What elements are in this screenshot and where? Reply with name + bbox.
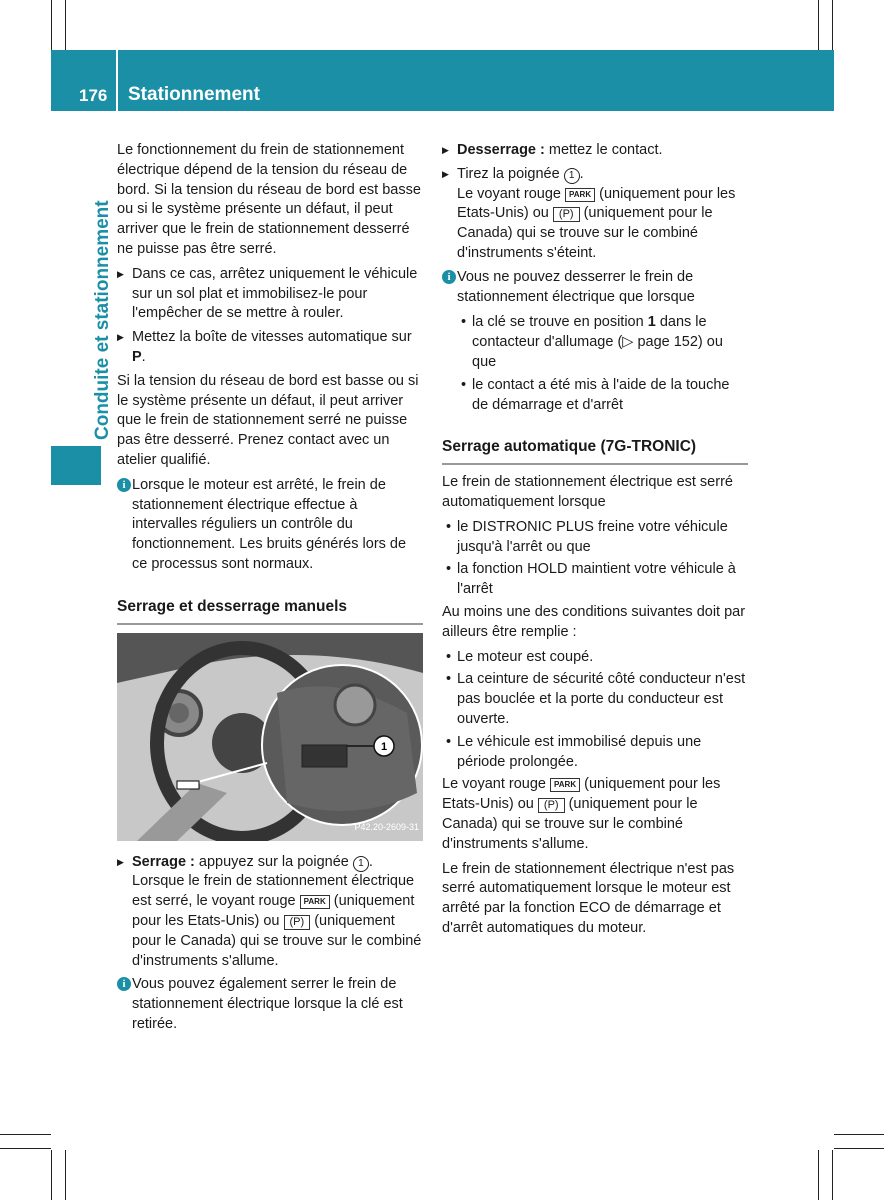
right-column bbox=[442, 141, 748, 944]
step-text-end: . bbox=[368, 853, 373, 870]
item-text: Le véhicule est immobilisé depuis une période prolongée. bbox=[457, 733, 702, 770]
info-icon: i bbox=[117, 977, 131, 991]
gear-position: P bbox=[132, 348, 142, 365]
step-detail: (uniquement pour le Canada) qui se trouve sur le combiné d'instruments s'éteint. bbox=[457, 205, 713, 261]
step-label: Serrage : bbox=[132, 853, 195, 870]
info-note bbox=[442, 268, 748, 308]
condition-list bbox=[442, 313, 748, 415]
item-text: la clé se trouve en position bbox=[472, 314, 648, 331]
crop-mark bbox=[818, 1150, 819, 1200]
parking-brake-indicator-icon: (P) bbox=[284, 915, 311, 930]
list-item bbox=[457, 313, 748, 372]
step-detail: (uniquement pour les Etats-Unis) ou bbox=[132, 893, 415, 929]
step-detail: Le voyant rouge bbox=[457, 185, 566, 202]
list-item bbox=[442, 560, 748, 600]
step-text: Mettez la boîte de vitesses automatique sur bbox=[132, 329, 412, 346]
instruction-step bbox=[442, 141, 748, 161]
steering-wheel-photo bbox=[117, 633, 423, 841]
crop-mark bbox=[834, 1134, 884, 1135]
section-heading: Serrage automatique (7G-TRONIC) bbox=[442, 437, 748, 465]
callout-1-icon: 1 bbox=[353, 856, 369, 872]
item-text: le DISTRONIC PLUS freine votre véhicule jusqu'à l'arrêt ou que bbox=[457, 518, 728, 555]
step-text: Dans ce cas, arrêtez uniquement le véhicule sur un sol plat et immobilisez-le pour l'empêcher de se mettre à rouler. bbox=[132, 265, 418, 322]
list-item bbox=[442, 518, 748, 558]
step-text: mettez le contact. bbox=[544, 142, 663, 158]
info-icon: i bbox=[442, 270, 456, 284]
step-text: appuyez sur la poignée bbox=[194, 853, 353, 870]
step-detail: (uniquement pour les Etats-Unis) ou bbox=[457, 185, 736, 222]
paragraph: Au moins une des conditions suivantes doit par ailleurs être remplie : bbox=[442, 603, 746, 640]
crop-mark bbox=[51, 0, 52, 50]
crop-mark bbox=[832, 0, 833, 50]
crop-mark bbox=[51, 1150, 52, 1200]
item-text: Le moteur est coupé. bbox=[457, 648, 594, 665]
lamp-text: (uniquement pour le Canada) qui se trouve sur le combiné d'instruments s'allume. bbox=[442, 796, 698, 852]
info-icon: i bbox=[117, 478, 131, 492]
step-text-end: . bbox=[141, 348, 146, 365]
info-text: Vous ne pouvez desserrer le frein de stationnement électrique que lorsque bbox=[457, 268, 695, 305]
instruction-step bbox=[117, 853, 423, 972]
item-text: le contact a été mis à l'aide de la touche de démarrage et d'arrêt bbox=[472, 376, 730, 413]
paragraph bbox=[442, 775, 748, 854]
crop-mark bbox=[0, 1148, 51, 1149]
park-indicator-icon: PARK bbox=[550, 778, 580, 792]
list-item bbox=[457, 376, 748, 416]
list-item bbox=[442, 733, 748, 773]
crop-mark bbox=[0, 1134, 51, 1135]
park-indicator-icon: PARK bbox=[565, 188, 595, 202]
info-text: Lorsque le moteur est arrêté, le frein de stationnement électrique effectue à intervalles réguliers un contrôle du fonctionnement. Les bruits générés lors de ce processus sont normaux. bbox=[132, 476, 407, 572]
instruction-step bbox=[442, 165, 748, 264]
chapter-title: Conduite et stationnement bbox=[92, 200, 113, 440]
instruction-step bbox=[117, 328, 423, 368]
crop-mark bbox=[65, 1150, 66, 1200]
item-text: La ceinture de sécurité côté conducteur n'est pas bouclée et la porte du conducteur est ouverte. bbox=[457, 671, 746, 727]
header-separator bbox=[116, 50, 118, 111]
step-label: Desserrage : bbox=[457, 142, 545, 158]
info-text: Vous pouvez également serrer le frein de stationnement électrique lorsque la clé est retirée. bbox=[132, 976, 403, 1032]
list-item bbox=[442, 648, 748, 668]
item-text: la fonction HOLD maintient votre véhicule à l'arrêt bbox=[457, 561, 736, 598]
left-column bbox=[117, 141, 423, 1041]
dashboard-illustration bbox=[117, 633, 423, 841]
park-indicator-icon: PARK bbox=[300, 895, 330, 909]
paragraph: Le frein de stationnement électrique est serré automatiquement lorsque bbox=[442, 474, 733, 510]
step-detail: Lorsque le frein de stationnement électrique est serré, le voyant rouge bbox=[132, 873, 415, 910]
lamp-text: (uniquement pour les Etats-Unis) ou bbox=[442, 776, 721, 813]
lamp-text: Le voyant rouge bbox=[442, 776, 551, 793]
parking-brake-indicator-icon: (P) bbox=[553, 207, 580, 222]
paragraph: Le frein de stationnement électrique n'est pas serré automatiquement lorsque le moteur est arrêté par la fonction ECO de démarrage et d'arrêt automatiques du moteur. bbox=[442, 860, 735, 936]
section-heading: Serrage et desserrage manuels bbox=[117, 597, 423, 625]
page-title: Stationnement bbox=[128, 84, 260, 105]
step-detail: (uniquement pour le Canada) qui se trouve sur le combiné d'instruments s'allume. bbox=[132, 912, 422, 969]
callout-1: 1 bbox=[380, 740, 388, 753]
parking-brake-indicator-icon: (P) bbox=[538, 798, 565, 813]
intro-paragraph: Le fonctionnement du frein de stationnement électrique dépend de la tension du réseau de bord. Si la tension du réseau de bord est basse ou si le système présente un défaut, il peut arriver que le frein de stationnement desserré ne puisse pas être serré. bbox=[117, 142, 421, 257]
paragraph: Si la tension du réseau de bord est basse ou si le système présente un défaut, il peut arriver que le frein de stationnement serré ne puisse pas être desserré. Prenez contact avec un atelier qualifié. bbox=[117, 372, 419, 468]
callout-1-icon: 1 bbox=[564, 168, 580, 184]
instruction-step bbox=[117, 265, 423, 324]
list-item bbox=[442, 670, 748, 729]
crop-mark bbox=[65, 0, 66, 50]
step-text-end: . bbox=[579, 165, 584, 182]
crop-mark bbox=[834, 1148, 884, 1149]
info-note bbox=[117, 476, 423, 575]
page-number: 176 bbox=[79, 86, 108, 105]
key-position: 1 bbox=[647, 314, 656, 331]
crop-mark bbox=[818, 0, 819, 50]
crop-mark bbox=[832, 1150, 833, 1200]
step-text: Tirez la poignée bbox=[457, 165, 564, 182]
item-text: dans le contacteur d'allumage (▷ page 152) ou que bbox=[472, 314, 723, 370]
side-tab-marker bbox=[51, 446, 101, 485]
info-note bbox=[117, 975, 423, 1034]
photo-caption: P42.20-2609-31 bbox=[354, 821, 419, 832]
